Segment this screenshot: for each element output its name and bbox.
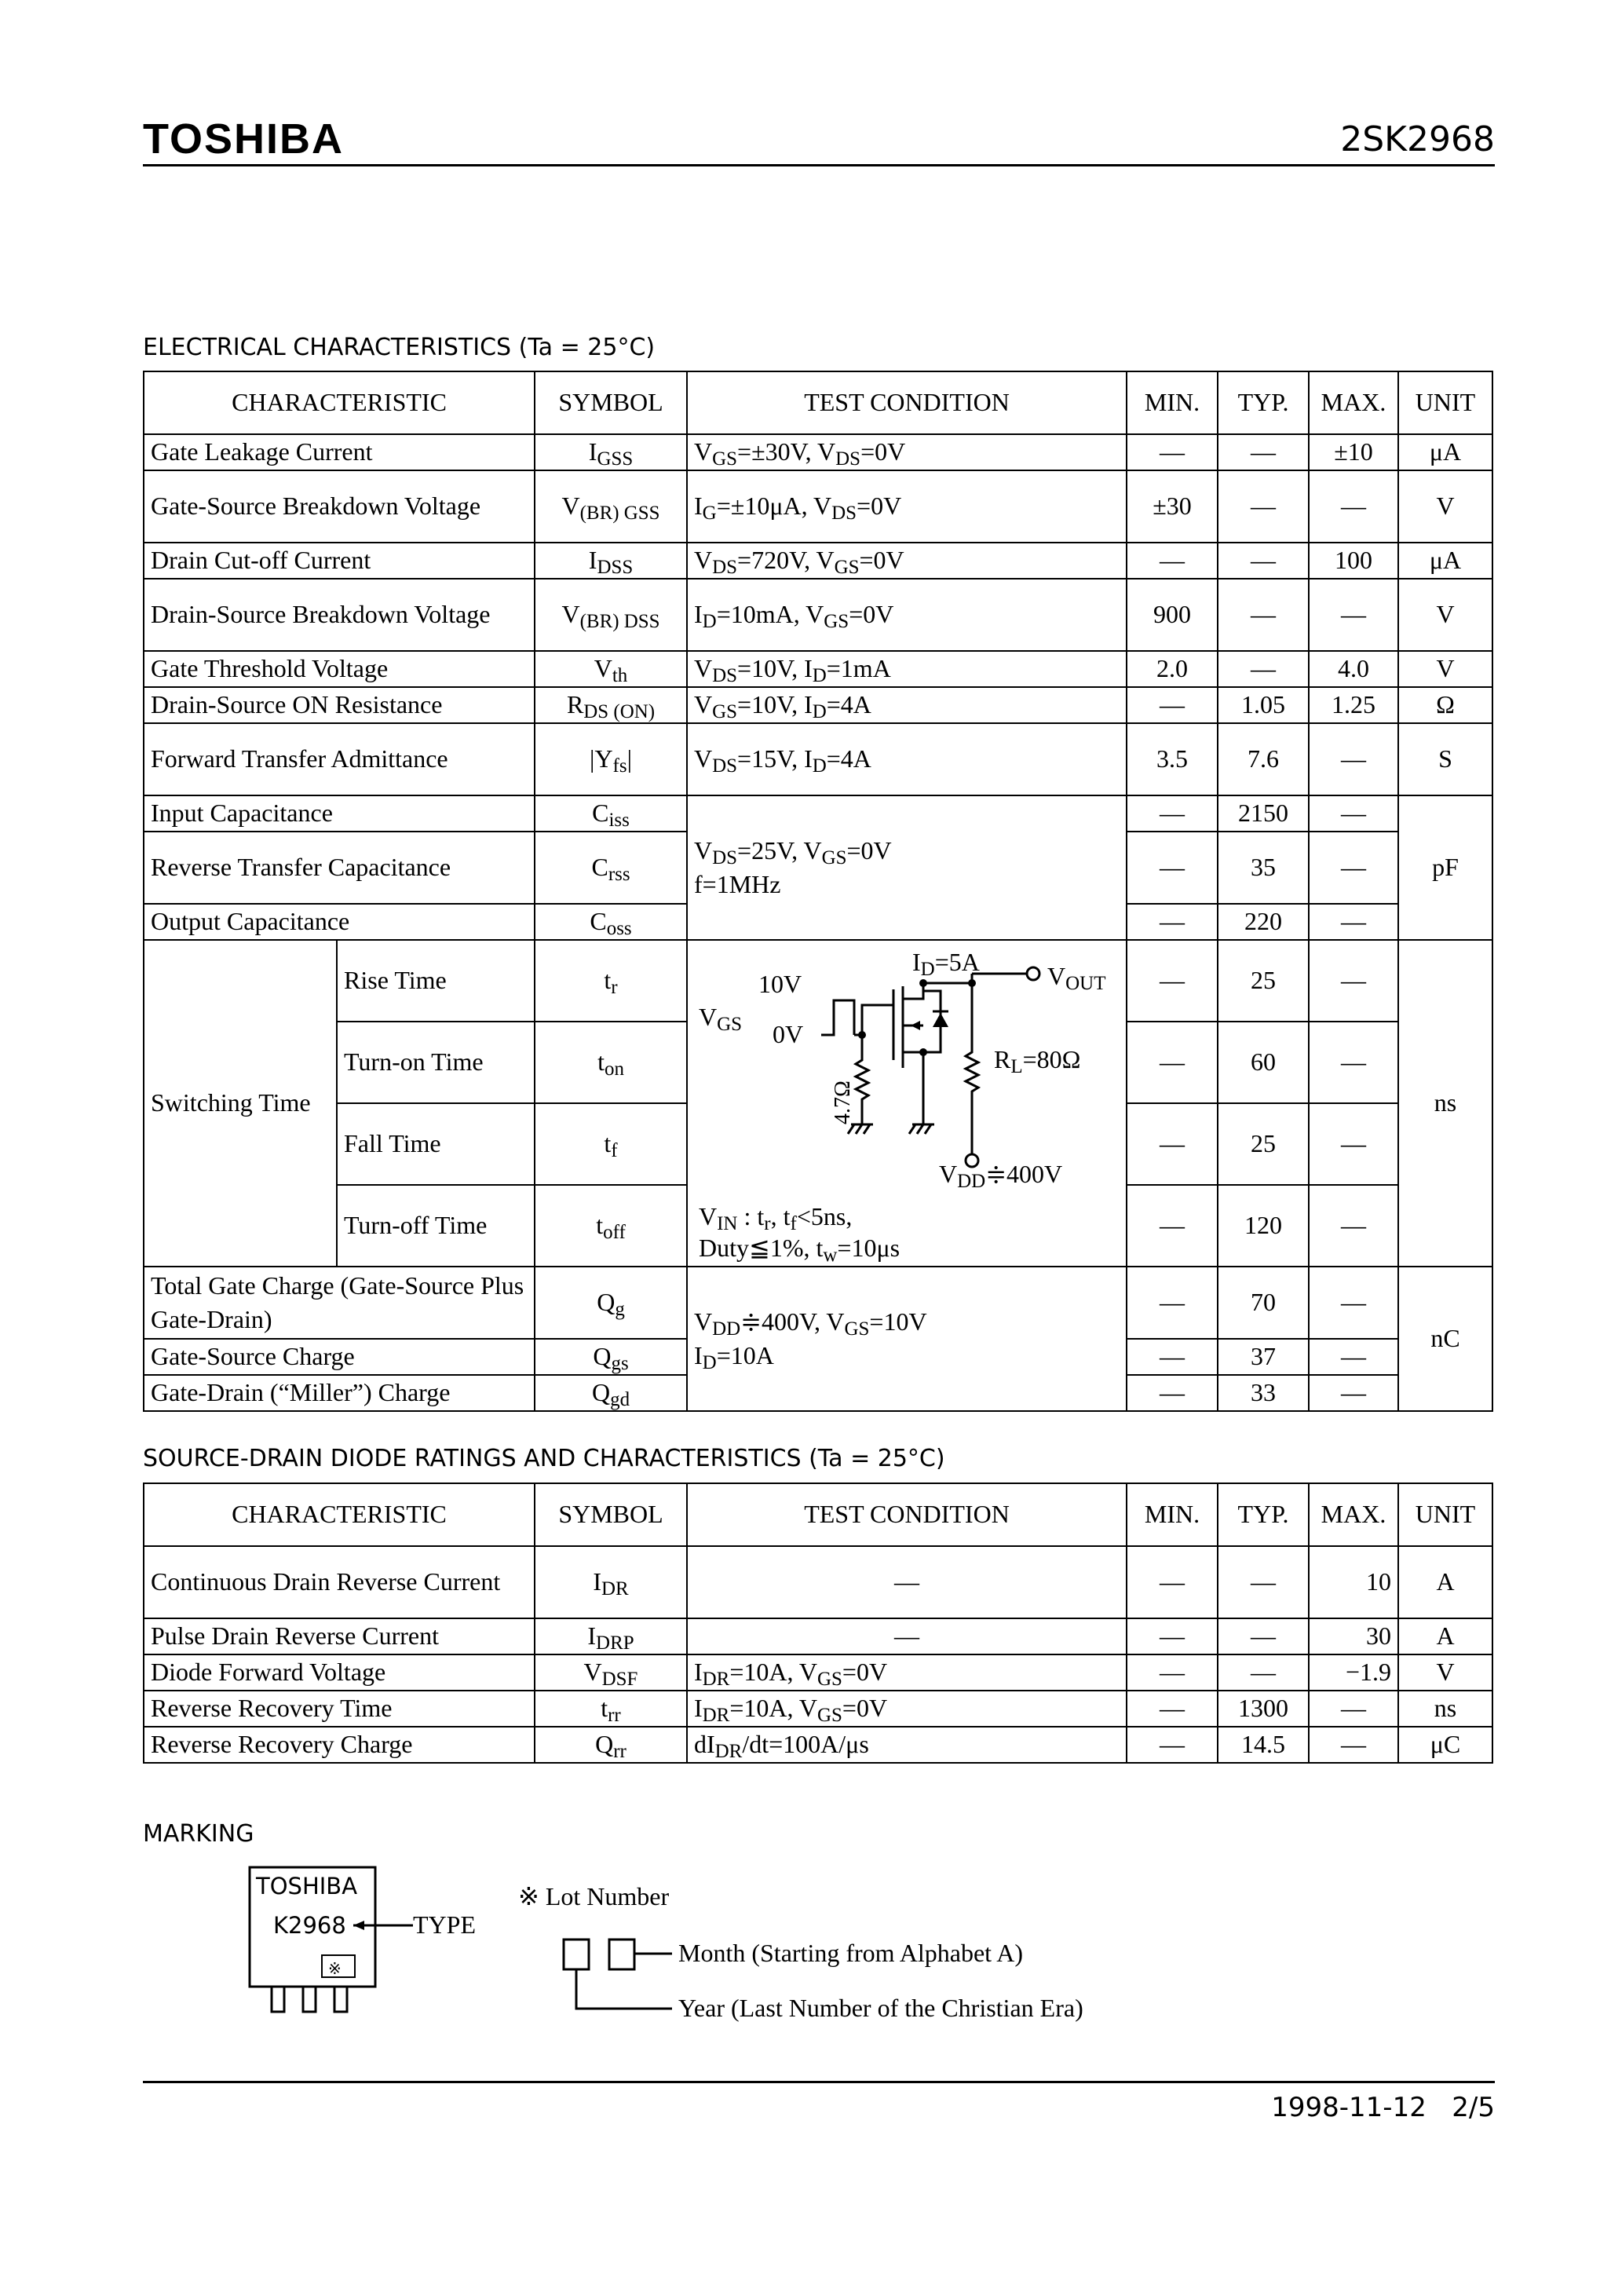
char-cell: Diode Forward Voltage (144, 1654, 535, 1691)
switching-label-cell: Turn-on Time (337, 1022, 535, 1103)
table-row (144, 470, 1492, 543)
charge-unit-cell: nC (1398, 1267, 1492, 1411)
table-row (144, 1727, 1492, 1763)
mosfet-arrow (911, 1021, 920, 1030)
capacitance-condition-cell: $V_{DS}=25V$, $V_{GS}=0V$ f=1MHz (687, 795, 1127, 940)
switching-label-cell: Fall Time (337, 1103, 535, 1185)
body-diode (933, 1013, 948, 1027)
symbol-cell: $I_{DSS}$ (535, 543, 687, 579)
char-cell: Pulse Drain Reverse Current (144, 1618, 535, 1654)
symbol-cell: $t_f$ (535, 1103, 687, 1185)
lot-number-label: ※ Lot Number (518, 1882, 670, 1910)
col-symbol: SYMBOL (535, 371, 687, 434)
condition-cell: $I_{DR}=10A$, $V_{GS}=0V$ (687, 1691, 1127, 1727)
vgs-label: VGS (699, 1003, 743, 1035)
typ-cell: — (1218, 1654, 1309, 1691)
typ-cell: 1300 (1218, 1691, 1309, 1727)
symbol-cell: $C_{iss}$ (535, 795, 687, 832)
max-cell: 30 (1309, 1618, 1398, 1654)
gate-pulse-waveform (821, 1000, 854, 1035)
table-row (144, 1654, 1492, 1691)
unit-cell: V (1398, 470, 1492, 543)
symbol-cell: $Q_{rr}$ (535, 1727, 687, 1763)
col-min: MIN. (1127, 371, 1218, 434)
condition-cell: $V_{DS}=15V$, $I_D=4A$ (687, 723, 1127, 795)
min-cell: 3.5 (1127, 723, 1218, 795)
condition-cell: $V_{GS}=10V$, $I_D=4A$ (687, 687, 1127, 723)
unit-cell: V (1398, 1654, 1492, 1691)
symbol-cell: $Q_g$ (535, 1267, 687, 1339)
marking-diagram (236, 1861, 1280, 2042)
table-row (144, 651, 1492, 687)
max-cell: −1.9 (1309, 1654, 1398, 1691)
package-type: K2968 (273, 1912, 346, 1939)
max-cell: — (1309, 1022, 1398, 1103)
switching-unit-cell: ns (1398, 940, 1492, 1267)
condition-cell: $dI_{DR}/dt=100A/\mu s$ (687, 1727, 1127, 1763)
gate-wire (854, 1005, 893, 1035)
char-cell: Reverse Recovery Time (144, 1691, 535, 1727)
unit-cell: μC (1398, 1727, 1492, 1763)
min-cell: — (1127, 904, 1218, 940)
symbol-cell: $V_{(BR) DSS}$ (535, 579, 687, 651)
symbol-cell: $R_{DS (ON)}$ (535, 687, 687, 723)
min-cell: — (1127, 687, 1218, 723)
footer (1271, 2092, 1495, 2123)
switching-label-cell: Rise Time (337, 940, 535, 1022)
ground-symbol (848, 1124, 873, 1134)
symbol-cell: $t_{off}$ (535, 1185, 687, 1267)
min-cell: — (1127, 1546, 1218, 1618)
symbol-cell: $V_{(BR) GSS}$ (535, 470, 687, 543)
diode-title: SOURCE-DRAIN DIODE RATINGS AND CHARACTERISTICS (Ta = 25°C) (143, 1445, 945, 1472)
table-row (144, 1546, 1492, 1618)
table-header-row (144, 1483, 1492, 1546)
char-cell: Drain-Source Breakdown Voltage (144, 579, 535, 651)
typ-cell: — (1218, 543, 1309, 579)
symbol-cell: $t_{on}$ (535, 1022, 687, 1103)
min-cell: — (1127, 1339, 1218, 1375)
unit-cell: A (1398, 1546, 1492, 1618)
symbol-cell: $I_{GSS}$ (535, 434, 687, 470)
symbol-cell: $C_{rss}$ (535, 832, 687, 904)
char-cell: Gate-Source Breakdown Voltage (144, 470, 535, 543)
table-row (144, 543, 1492, 579)
gate-resistor (856, 1035, 868, 1124)
type-arrow-icon (353, 1921, 364, 1930)
header-rule (143, 164, 1495, 166)
max-cell: — (1309, 1691, 1398, 1727)
condition-cell: — (687, 1546, 1127, 1618)
month-label: Month (Starting from Alphabet A) (678, 1939, 1024, 1967)
typ-cell: 33 (1218, 1375, 1309, 1411)
typ-cell: 70 (1218, 1267, 1309, 1339)
vout-label: VOUT (1047, 962, 1106, 994)
condition-cell: — (687, 1618, 1127, 1654)
typ-cell: — (1218, 1618, 1309, 1654)
max-cell: — (1309, 723, 1398, 795)
typ-cell: 7.6 (1218, 723, 1309, 795)
char-cell: Reverse Transfer Capacitance (144, 832, 535, 904)
char-cell: Forward Transfer Admittance (144, 723, 535, 795)
min-cell: — (1127, 1375, 1218, 1411)
typ-cell: — (1218, 470, 1309, 543)
package-lot-symbol: ※ (328, 1959, 342, 1978)
char-cell: Drain-Source ON Resistance (144, 687, 535, 723)
unit-cell: Ω (1398, 687, 1492, 723)
pulse-low-label: 0V (773, 1020, 804, 1048)
symbol-cell: $Q_{gd}$ (535, 1375, 687, 1411)
marking-title: MARKING (143, 1820, 254, 1848)
vout-terminal (1027, 967, 1039, 980)
rl-label: RL=80Ω (994, 1045, 1081, 1077)
page-number: 2/5 (1452, 2092, 1495, 2123)
id-label: ID=5A (912, 948, 980, 980)
table-header-row (144, 371, 1492, 434)
symbol-cell: $V_{th}$ (535, 651, 687, 687)
max-cell: 10 (1309, 1546, 1398, 1618)
typ-cell: 120 (1218, 1185, 1309, 1267)
switching-group-cell: Switching Time (144, 940, 337, 1267)
char-cell: Output Capacitance (144, 904, 535, 940)
electrical-title: ELECTRICAL CHARACTERISTICS (Ta = 25°C) (143, 334, 656, 361)
duty-condition: Duty≦1%, tw=10μs (699, 1234, 901, 1264)
vdd-terminal (966, 1154, 978, 1167)
typ-cell: — (1218, 651, 1309, 687)
table-row (144, 795, 1492, 832)
char-cell: Gate-Source Charge (144, 1339, 535, 1375)
max-cell: — (1309, 1727, 1398, 1763)
min-cell: ±30 (1127, 470, 1218, 543)
typ-cell: 35 (1218, 832, 1309, 904)
min-cell: 900 (1127, 579, 1218, 651)
min-cell: — (1127, 1267, 1218, 1339)
char-cell: Input Capacitance (144, 795, 535, 832)
typ-cell: 14.5 (1218, 1727, 1309, 1763)
char-cell: Continuous Drain Reverse Current (144, 1546, 535, 1618)
char-cell: Reverse Recovery Charge (144, 1727, 535, 1763)
unit-cell: μA (1398, 434, 1492, 470)
typ-cell: — (1218, 579, 1309, 651)
col-characteristic: CHARACTERISTIC (144, 1483, 535, 1546)
min-cell: — (1127, 1654, 1218, 1691)
typ-cell: 220 (1218, 904, 1309, 940)
symbol-cell: $Q_{gs}$ (535, 1339, 687, 1375)
max-cell: — (1309, 470, 1398, 543)
table-row (144, 723, 1492, 795)
table-row (144, 1267, 1492, 1339)
typ-cell: 1.05 (1218, 687, 1309, 723)
diode-table (143, 1483, 1493, 1764)
char-cell: Gate Leakage Current (144, 434, 535, 470)
min-cell: — (1127, 1022, 1218, 1103)
vin-condition: VIN : tr, tf<5ns, (699, 1202, 853, 1234)
min-cell: — (1127, 543, 1218, 579)
part-number: 2SK2968 (1340, 119, 1495, 159)
switching-test-circuit (688, 942, 1126, 1264)
min-cell: — (1127, 1185, 1218, 1267)
table-row (144, 434, 1492, 470)
col-max: MAX. (1309, 1483, 1398, 1546)
typ-cell: — (1218, 434, 1309, 470)
char-cell: Total Gate Charge (Gate-Source Plus Gate-Drain) (144, 1267, 535, 1339)
capacitance-unit-cell: pF (1398, 795, 1492, 940)
min-cell: — (1127, 434, 1218, 470)
condition-cell: $V_{DS}=10V$, $I_D=1mA$ (687, 651, 1127, 687)
min-cell: — (1127, 1618, 1218, 1654)
electrical-table (143, 371, 1493, 1412)
symbol-cell: $C_{oss}$ (535, 904, 687, 940)
package-leads (272, 1987, 347, 2012)
table-row (144, 1691, 1492, 1727)
max-cell: ±10 (1309, 434, 1398, 470)
typ-cell: — (1218, 1546, 1309, 1618)
switching-circuit-cell (687, 940, 1127, 1267)
char-cell: Gate Threshold Voltage (144, 651, 535, 687)
max-cell: 100 (1309, 543, 1398, 579)
max-cell: — (1309, 832, 1398, 904)
min-cell: 2.0 (1127, 651, 1218, 687)
col-test-condition: TEST CONDITION (687, 371, 1127, 434)
condition-cell: $I_{DR}=10A$, $V_{GS}=0V$ (687, 1654, 1127, 1691)
unit-cell: V (1398, 579, 1492, 651)
col-typ: TYP. (1218, 1483, 1309, 1546)
min-cell: — (1127, 940, 1218, 1022)
symbol-cell: $t_{rr}$ (535, 1691, 687, 1727)
col-test-condition: TEST CONDITION (687, 1483, 1127, 1546)
pulse-high-label: 10V (758, 970, 802, 998)
switching-label-cell: Turn-off Time (337, 1185, 535, 1267)
col-max: MAX. (1309, 371, 1398, 434)
toshiba-logo: TOSHIBA (143, 115, 345, 163)
type-label: TYPE (413, 1910, 476, 1939)
max-cell: — (1309, 904, 1398, 940)
unit-cell: A (1398, 1618, 1492, 1654)
condition-cell: $V_{DS}=720V$, $V_{GS}=0V$ (687, 543, 1127, 579)
symbol-cell: $|Y_{fs}|$ (535, 723, 687, 795)
vdd-label: VDD≑400V (939, 1160, 1063, 1192)
min-cell: — (1127, 1727, 1218, 1763)
symbol-cell: $t_r$ (535, 940, 687, 1022)
table-row (144, 1618, 1492, 1654)
char-cell: Gate-Drain (“Miller”) Charge (144, 1375, 535, 1411)
col-unit: UNIT (1398, 371, 1492, 434)
year-label: Year (Last Number of the Christian Era) (678, 1994, 1083, 2022)
col-unit: UNIT (1398, 1483, 1492, 1546)
max-cell: — (1309, 940, 1398, 1022)
condition-cell: $I_G=\pm 10\mu A$, $V_{DS}=0V$ (687, 470, 1127, 543)
charge-condition-cell: $V_{DD}≑400V$, $V_{GS}=10V$ $I_D=10A$ (687, 1267, 1127, 1411)
year-box (564, 1940, 589, 1969)
max-cell: — (1309, 1267, 1398, 1339)
col-symbol: SYMBOL (535, 1483, 687, 1546)
max-cell: — (1309, 579, 1398, 651)
min-cell: — (1127, 832, 1218, 904)
typ-cell: 60 (1218, 1022, 1309, 1103)
min-cell: — (1127, 1691, 1218, 1727)
max-cell: 4.0 (1309, 651, 1398, 687)
unit-cell: μA (1398, 543, 1492, 579)
max-cell: — (1309, 1375, 1398, 1411)
package-brand: TOSHIBA (256, 1873, 358, 1899)
typ-cell: 2150 (1218, 795, 1309, 832)
footer-rule (143, 2081, 1495, 2083)
typ-cell: 25 (1218, 1103, 1309, 1185)
rg-label: 4.7Ω (831, 1080, 856, 1124)
typ-cell: 37 (1218, 1339, 1309, 1375)
year-pointer-line (576, 1969, 672, 2009)
footer-date: 1998-11-12 (1271, 2092, 1427, 2123)
typ-cell: 25 (1218, 940, 1309, 1022)
col-characteristic: CHARACTERISTIC (144, 371, 535, 434)
max-cell: — (1309, 795, 1398, 832)
max-cell: — (1309, 1103, 1398, 1185)
table-row (144, 940, 1492, 1022)
condition-cell: $V_{GS}=\pm 30V$, $V_{DS}=0V$ (687, 434, 1127, 470)
symbol-cell: $V_{DSF}$ (535, 1654, 687, 1691)
month-box (609, 1940, 634, 1969)
max-cell: — (1309, 1185, 1398, 1267)
symbol-cell: $I_{DRP}$ (535, 1618, 687, 1654)
col-typ: TYP. (1218, 371, 1309, 434)
max-cell: — (1309, 1339, 1398, 1375)
load-resistor (966, 974, 978, 1154)
table-row (144, 579, 1492, 651)
unit-cell: ns (1398, 1691, 1492, 1727)
table-row (144, 687, 1492, 723)
col-min: MIN. (1127, 1483, 1218, 1546)
condition-cell: $I_D=10mA$, $V_{GS}=0V$ (687, 579, 1127, 651)
symbol-cell: $I_{DR}$ (535, 1546, 687, 1618)
char-cell: Drain Cut-off Current (144, 543, 535, 579)
ground-symbol (909, 1124, 934, 1134)
min-cell: — (1127, 1103, 1218, 1185)
unit-cell: S (1398, 723, 1492, 795)
max-cell: 1.25 (1309, 687, 1398, 723)
min-cell: — (1127, 795, 1218, 832)
unit-cell: V (1398, 651, 1492, 687)
